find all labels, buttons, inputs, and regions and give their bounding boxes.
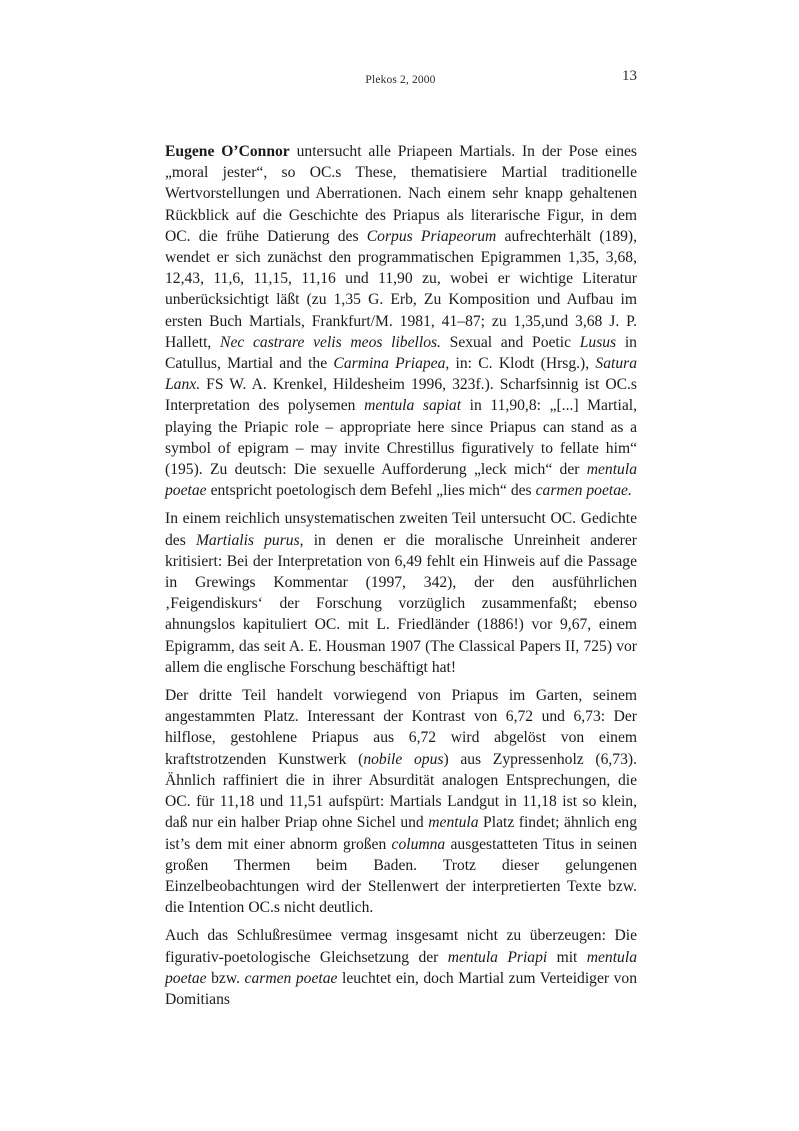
text-run: entspricht poetologisch dem Befehl „lies mich“ des	[206, 482, 536, 500]
italic-title: mentula Priapi	[447, 948, 548, 966]
page-number: 13	[622, 68, 637, 84]
italic-title: carmen poetae.	[535, 482, 632, 500]
paragraph-zweiter-teil	[165, 508, 637, 678]
text-run: In einem reichlich unsystematischen zweiten Teil untersucht OC. Gedichte des	[165, 510, 637, 549]
italic-title: Lusus	[579, 333, 617, 351]
italic-title: Nec castrare velis meos libellos.	[220, 333, 441, 351]
italic-title: carmen poetae	[244, 969, 338, 987]
text-run: leuchtet ein, doch Martial zum Verteidiger von Domitians	[165, 969, 637, 1008]
text-run: in: C. Klodt (Hrsg.),	[449, 355, 596, 373]
text-run: bzw.	[206, 969, 245, 987]
text-run: Auch das Schlußresümee vermag insgesamt nicht zu überzeugen: Die figurativ-poetologische Gleichsetzung der	[165, 927, 637, 966]
text-run: ausgestatteten Titus in seinen großen Thermen beim Baden. Trotz dieser gelungenen Einzelbeobachtungen wird der Stellenwert der interpretierten Texte bzw. die Intention OC.s nicht deutlich.	[165, 835, 637, 917]
italic-title: Carmina Priapea,	[333, 355, 450, 373]
italic-title: mentula poetae	[165, 948, 637, 987]
italic-title: mentula poetae	[165, 461, 637, 500]
paragraph-dritter-teil	[165, 685, 637, 918]
text-run: in 11,90,8: „[...] Martial, playing the Priapic role – appropriate here since Priapus can stand as a symbol of epigram – may invite Chrestillus figuratively to fellate him“ (195). Zu deutsch: Die sexuelle Aufforderung „leck mich“ der	[165, 397, 637, 479]
italic-title: nobile opus	[363, 750, 444, 768]
text-run: Platz findet; ähnlich eng ist’s dem mit einer abnorm großen	[165, 814, 637, 853]
italic-title: Corpus Priapeorum	[366, 227, 497, 245]
paragraph-schlussresumee	[165, 925, 637, 1010]
journal-title: Plekos 2, 2000	[365, 74, 436, 86]
text-run: , in denen er die moralische Unreinheit anderer kritisiert: Bei der Interpretation von 6,49 fehlt ein Hinweis auf die Passage in Grewings Kommentar (1997, 342), der den ausführlichen ‚Feigendiskurs‘ der Forschung vorzüglich zusammenfaßt; ebenso ahnungslos kapituliert OC. mit L. Friedländer (1886!) vor 9,67, einem Epigramm, das seit A. E. Housman 1907 (The Classical Papers II, 725) vor allem die englische Forschung beschäftigt hat!	[165, 531, 637, 676]
text-run: in Catullus, Martial and the	[165, 333, 637, 373]
body-text	[165, 141, 637, 1010]
text-run: untersucht alle Priapeen Martials. In der Pose eines „moral jester“, so OC.s These, thematisiere Martial traditionelle Wertvorstellungen und Aberrationen. Nach einem sehr knapp gehaltenen Rückblick auf die Geschichte des Priapus als literarische Figur, in dem OC. die frühe Datierung des	[165, 143, 638, 245]
italic-title: mentula	[428, 814, 479, 832]
paragraph-oconnor-priapeen	[165, 141, 637, 501]
text-run: ) aus Zypressenholz (6,73). Ähnlich raffiniert die in ihrer Absurdität analogen Entsprechungen, die OC. für 11,18 und 11,51 aufspürt: Martials Landgut in 11,18 ist so klein, daß nur ein halber Priap ohne Sichel und	[165, 750, 637, 832]
running-head	[165, 68, 636, 92]
italic-title: Martialis purus	[195, 531, 300, 549]
italic-title: Satura Lanx.	[165, 355, 637, 394]
reviewed-author-name: Eugene O’Connor	[165, 143, 290, 160]
text-run: Der dritte Teil handelt vorwiegend von Priapus im Garten, seinem angestammten Platz. Interessant der Kontrast von 6,72 und 6,73: Der hilflose, gestohlene Priapus aus 6,72 wird abgelöst von einem kraftstrotzenden Kunstwerk (	[165, 687, 637, 768]
text-run: mit	[547, 948, 587, 966]
italic-title: columna	[391, 835, 446, 853]
text-run: aufrechterhält (189), wendet er sich zunächst den programmatischen Epigrammen 1,35, 3,68, 12,43, 11,6, 11,15, 11,16 und 11,90 zu, wobei er wichtige Literatur unberücksichtigt läßt (zu 1,35 G. Erb, Zu Komposition und Aufbau im ersten Buch Martials, Frankfurt/M. 1981, 41–87; zu 1,35,und 3,68 J. P. Hallett,	[165, 227, 638, 351]
text-run: Sexual and Poetic	[440, 333, 580, 351]
italic-title: mentula sapiat	[364, 397, 462, 415]
text-run: FS W. A. Krenkel, Hildesheim 1996, 323f.). Scharfsinnig ist OC.s Interpretation des polysemen	[165, 376, 637, 415]
